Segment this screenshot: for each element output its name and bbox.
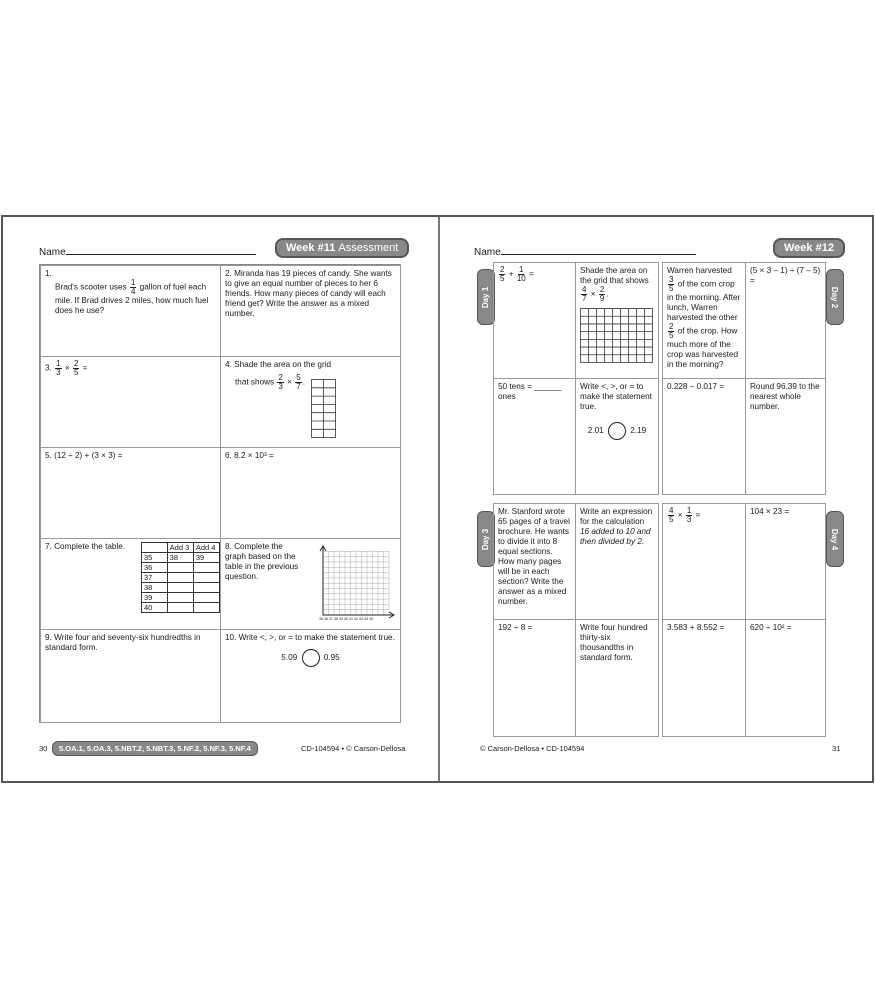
value-a: 2.01 bbox=[587, 426, 604, 436]
table-header-row bbox=[142, 543, 220, 553]
table-cell-blank[interactable] bbox=[167, 603, 193, 613]
question-2 bbox=[220, 265, 401, 357]
day-2-tab bbox=[826, 269, 844, 325]
table-cell-blank[interactable] bbox=[193, 573, 219, 583]
table-cell: 40 bbox=[142, 603, 168, 613]
problem-text-4: of the crop. How much more of the crop was harvested in the morning? bbox=[667, 326, 738, 369]
frac-numerator: 1 bbox=[519, 265, 524, 274]
frac-denominator: 5 bbox=[500, 274, 505, 283]
q1-fraction bbox=[130, 279, 136, 296]
q7-text: Complete the table. bbox=[54, 542, 126, 551]
table-cell-blank[interactable] bbox=[193, 593, 219, 603]
q2-text: Miranda has 19 pieces of candy. She wants to give an equal number of pieces to her 6 friends. How many pieces of candy will each friend get? Write the answer as a mixed number. bbox=[225, 269, 392, 318]
q4-text-pre: that shows bbox=[235, 377, 275, 387]
q3-fraction-b bbox=[73, 360, 79, 377]
name-line bbox=[474, 245, 696, 258]
table-cell: 39 bbox=[142, 593, 168, 603]
operator: × bbox=[677, 510, 683, 520]
q4-text: Shade the area on the grid bbox=[234, 360, 332, 369]
operator: + bbox=[508, 269, 514, 279]
problem-text: 104 × 23 = bbox=[750, 507, 790, 516]
q7-number: 7. bbox=[45, 542, 52, 551]
question-7 bbox=[40, 538, 221, 630]
table-cell-blank[interactable] bbox=[167, 583, 193, 593]
table-cell bbox=[142, 543, 168, 553]
table-cell: 35 bbox=[142, 553, 168, 563]
frac-denominator: 3 bbox=[56, 368, 61, 377]
fraction-b bbox=[686, 507, 692, 524]
day1-problem-a bbox=[493, 262, 576, 379]
q5-text: (12 ÷ 2) + (3 × 3) = bbox=[54, 451, 123, 460]
problem-text: 192 ÷ 8 = bbox=[498, 623, 533, 632]
day2-problem-d bbox=[745, 378, 826, 495]
q10-value-a: 5.09 bbox=[281, 653, 298, 663]
question-5 bbox=[40, 447, 221, 539]
operator: × bbox=[590, 289, 596, 299]
table-cell-blank[interactable] bbox=[193, 563, 219, 573]
problem-text: Write an expression for the calculation bbox=[580, 507, 653, 526]
frac-denominator: 7 bbox=[296, 382, 301, 391]
day-label: Day 4 bbox=[830, 528, 840, 550]
day1-shading-grid[interactable] bbox=[580, 308, 654, 364]
fraction-a bbox=[668, 507, 674, 524]
day4-problem-a bbox=[662, 503, 746, 620]
frac-denominator: 7 bbox=[582, 294, 587, 303]
frac-numerator: 2 bbox=[278, 373, 283, 382]
q4-operator: × bbox=[287, 377, 292, 387]
day1-problem-c bbox=[493, 378, 576, 495]
left-page bbox=[3, 217, 438, 781]
frac-numerator: 5 bbox=[296, 373, 301, 382]
fraction-a bbox=[499, 266, 505, 283]
problem-text: 50 tens = ______ ones bbox=[498, 382, 562, 401]
q4-period: . bbox=[302, 377, 305, 387]
period: . bbox=[641, 537, 645, 546]
frac-denominator: 5 bbox=[669, 331, 674, 340]
day4-problem-b bbox=[745, 503, 826, 620]
q8-text: Complete the graph based on the table in the previous question. bbox=[225, 542, 299, 581]
day2-problem-b bbox=[745, 262, 826, 379]
week-12-header bbox=[773, 238, 845, 258]
comparison bbox=[580, 422, 654, 440]
frac-denominator: 5 bbox=[73, 368, 79, 377]
q10-value-b: 0.95 bbox=[323, 653, 340, 663]
frac-numerator: 4 bbox=[669, 506, 674, 515]
day4-problem-d bbox=[745, 619, 826, 737]
name-line bbox=[39, 245, 256, 258]
table-cell: 38 bbox=[142, 583, 168, 593]
table-row bbox=[142, 603, 220, 613]
table-row bbox=[142, 553, 220, 563]
day-label: Day 1 bbox=[481, 286, 491, 308]
frac-numerator: 2 bbox=[669, 322, 674, 331]
day3-problem-a bbox=[493, 503, 576, 620]
q3-operator: × bbox=[64, 363, 70, 373]
equals: = bbox=[529, 269, 534, 279]
q4-shading-grid[interactable] bbox=[311, 379, 337, 439]
day1-problem-b bbox=[575, 262, 659, 379]
assessment-label: Assessment bbox=[338, 242, 399, 254]
frac-numerator: 2 bbox=[73, 359, 79, 368]
name-underline bbox=[66, 245, 256, 255]
table-cell-blank[interactable] bbox=[167, 563, 193, 573]
q10-answer-circle[interactable] bbox=[302, 649, 320, 667]
q3-fraction-a bbox=[55, 360, 61, 377]
page-number-right: 31 bbox=[832, 744, 841, 753]
question-8 bbox=[220, 538, 401, 630]
question-9 bbox=[40, 629, 221, 723]
question-4 bbox=[220, 356, 401, 448]
problem-text-1: Warren harvested bbox=[667, 266, 732, 275]
week-label: Week #12 bbox=[784, 242, 834, 254]
question-10 bbox=[220, 629, 401, 723]
table-cell-blank[interactable] bbox=[193, 603, 219, 613]
day3-problem-b bbox=[575, 503, 659, 620]
page-number-left: 30 bbox=[39, 744, 48, 753]
frac-numerator: 1 bbox=[56, 359, 61, 368]
problem-text: 620 ÷ 10² = bbox=[750, 623, 792, 632]
q8-x-tick-labels: 35 36 37 38 39 40 41 42 43 44 45 bbox=[319, 617, 373, 621]
q4-fraction-a bbox=[277, 374, 283, 391]
fraction-b bbox=[517, 266, 526, 283]
day2-problem-c bbox=[662, 378, 746, 495]
problem-text: Mr. Stanford wrote 65 pages of a travel brochure. He wants to divide it into 8 equal sections. How many pages will be in each section? Write the answer as a mixed number. bbox=[498, 507, 570, 606]
footer-credit-left: CD-104594 • © Carson-Dellosa bbox=[301, 744, 406, 753]
frac-denominator: 3 bbox=[686, 515, 692, 524]
q1-number: 1. bbox=[45, 269, 52, 278]
q6-number: 6. bbox=[225, 451, 232, 460]
question-1 bbox=[40, 265, 221, 357]
period: . bbox=[606, 289, 609, 299]
table-row bbox=[142, 583, 220, 593]
frac-numerator: 2 bbox=[599, 285, 605, 294]
q1-text-post: gallon of fuel each mile. If Brad drives 2 miles, how much fuel does he use? bbox=[55, 282, 209, 315]
problem-text-2: of the corn crop in the morning. After lunch, Warren harvested bbox=[667, 279, 741, 322]
problem-text: Round 96.39 to the nearest whole number. bbox=[750, 382, 820, 411]
q9-text: Write four and seventy-six hundredths in standard form. bbox=[45, 633, 201, 652]
table-cell: 37 bbox=[142, 573, 168, 583]
frac-denominator: 5 bbox=[669, 515, 674, 524]
q3-equals: = bbox=[82, 363, 88, 373]
fraction-a bbox=[581, 286, 587, 303]
question-3 bbox=[40, 356, 221, 448]
table-cell-blank[interactable] bbox=[193, 583, 219, 593]
q1-text-pre: Brad's scooter uses bbox=[55, 282, 127, 292]
problem-text: Write four hundred thirty-six thousandths in standard form. bbox=[580, 623, 648, 662]
table-cell: 39 bbox=[193, 553, 219, 563]
day3-problem-c bbox=[493, 619, 576, 737]
frac-denominator: 4 bbox=[130, 287, 136, 296]
day4-problem-c bbox=[662, 619, 746, 737]
frac-numerator: 1 bbox=[130, 278, 136, 287]
frac-denominator: 3 bbox=[278, 382, 283, 391]
q2-number: 2. bbox=[225, 269, 232, 278]
problem-text-3: the other bbox=[705, 313, 738, 322]
problem-text: (5 × 3 – 1) ÷ (7 – 5) = bbox=[750, 266, 821, 285]
q9-number: 9. bbox=[45, 633, 52, 642]
frac-numerator: 2 bbox=[500, 265, 505, 274]
right-page bbox=[440, 217, 872, 781]
problem-text-italic: 16 added to 10 and then divided by 2 bbox=[580, 527, 651, 546]
table-cell-blank[interactable] bbox=[167, 593, 193, 603]
footer-credit-right: © Carson-Dellosa • CD-104594 bbox=[480, 744, 585, 753]
day1-problem-d bbox=[575, 378, 659, 495]
name-label: Name bbox=[474, 247, 501, 258]
q5-number: 5. bbox=[45, 451, 52, 460]
standards-bar: 5.OA.1, 5.OA.3, 5.NBT.2, 5.NBT.3, 5.NF.2, 5.NF.3, 5.NF.4 bbox=[52, 741, 258, 756]
assessment-grid bbox=[39, 264, 401, 723]
frac-numerator: 4 bbox=[582, 285, 587, 294]
name-label: Name bbox=[39, 247, 66, 258]
answer-circle[interactable] bbox=[608, 422, 626, 440]
q8-number: 8. bbox=[225, 542, 232, 551]
q7-table bbox=[141, 542, 220, 613]
day2-problem-a bbox=[662, 262, 746, 379]
frac-numerator: 1 bbox=[686, 506, 692, 515]
table-cell: 38 bbox=[167, 553, 193, 563]
frac-denominator: 5 bbox=[669, 284, 674, 293]
problem-text: 0.228 – 0.017 = bbox=[667, 382, 725, 391]
problem-text: Shade the area on the grid that shows bbox=[580, 266, 649, 285]
frac-denominator: 9 bbox=[599, 294, 605, 303]
q6-text: 8.2 × 10³ = bbox=[234, 451, 274, 460]
frac-denominator: 10 bbox=[516, 274, 526, 283]
value-b: 2.19 bbox=[630, 426, 647, 436]
week-label: Week #11 bbox=[286, 242, 336, 254]
table-cell-blank[interactable] bbox=[167, 573, 193, 583]
q10-number: 10. bbox=[225, 633, 237, 642]
frac-numerator: 3 bbox=[669, 275, 674, 284]
q3-number: 3. bbox=[45, 363, 52, 373]
q10-text: Write <, >, or = to make the statement true. bbox=[238, 633, 395, 642]
problem-text: Write <, >, or = to make the statement true. bbox=[580, 382, 652, 411]
q4-number: 4. bbox=[225, 360, 232, 369]
fraction-b bbox=[599, 286, 605, 303]
table-row bbox=[142, 573, 220, 583]
q4-fraction-b bbox=[295, 374, 301, 391]
fraction-b bbox=[668, 323, 674, 340]
fraction-a bbox=[668, 276, 674, 293]
day3-problem-d bbox=[575, 619, 659, 737]
question-6 bbox=[220, 447, 401, 539]
day-4-tab bbox=[826, 511, 844, 567]
table-row bbox=[142, 593, 220, 603]
problem-text: 3.583 + 8.552 = bbox=[667, 623, 725, 632]
day-label: Day 3 bbox=[481, 528, 491, 550]
equals: = bbox=[695, 510, 701, 520]
week-11-header bbox=[275, 238, 409, 258]
table-cell: Add 4 bbox=[193, 543, 219, 553]
table-row bbox=[142, 563, 220, 573]
table-cell: Add 3 bbox=[167, 543, 193, 553]
workbook-spread bbox=[1, 215, 874, 783]
day-label: Day 2 bbox=[830, 286, 840, 308]
name-underline bbox=[501, 245, 696, 255]
q10-comparison bbox=[225, 649, 396, 667]
q8-graph-grid[interactable] bbox=[313, 543, 397, 625]
table-cell: 36 bbox=[142, 563, 168, 573]
